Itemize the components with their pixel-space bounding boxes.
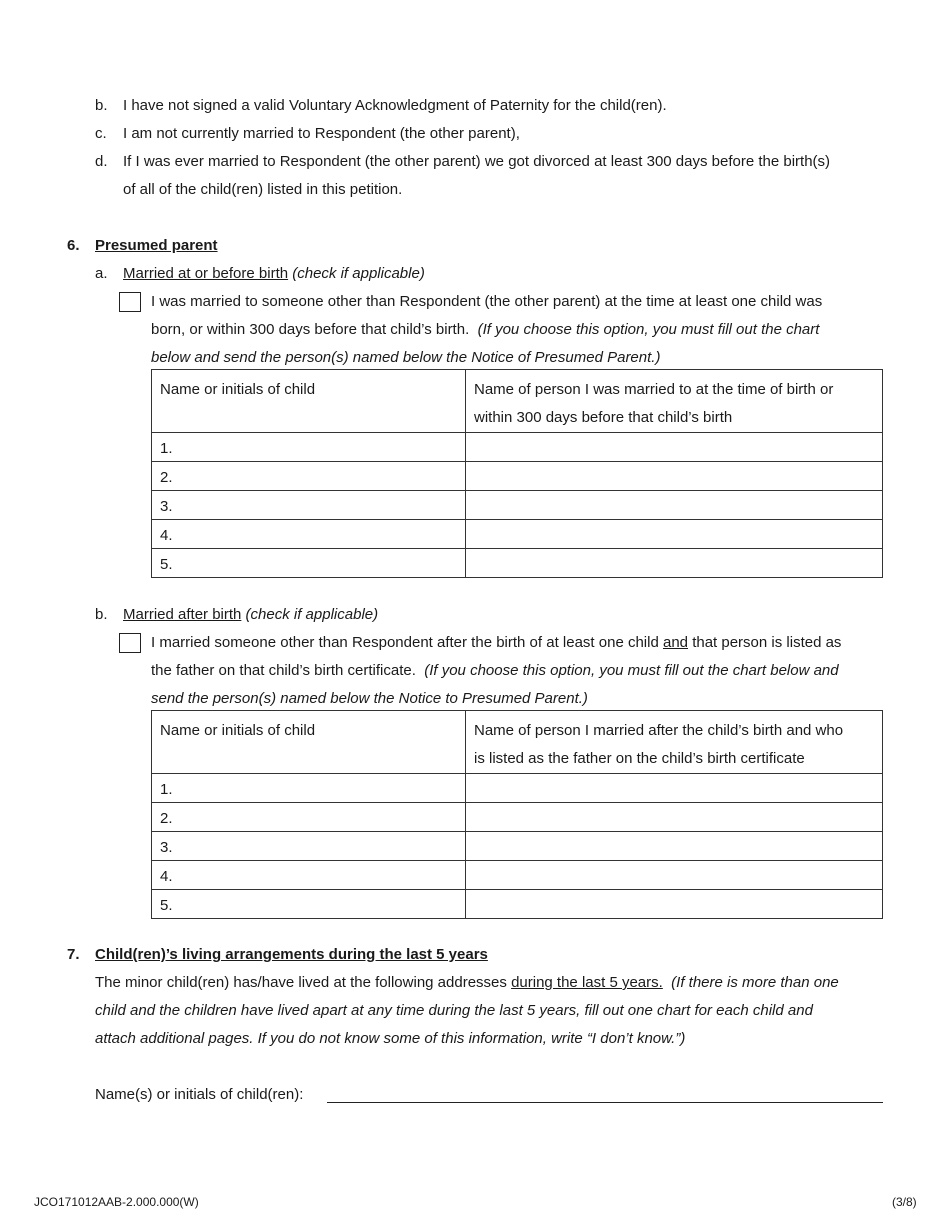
item-6a-marker: a. bbox=[95, 265, 108, 282]
col-child-header: Name or initials of child bbox=[152, 370, 466, 433]
married-before-birth-table bbox=[151, 369, 883, 578]
item-6b-line1-part2: that person is listed as bbox=[692, 634, 842, 651]
spouse-name-cell[interactable] bbox=[466, 462, 883, 491]
item-6b-heading: Married after birth bbox=[123, 606, 242, 623]
item-6b-marker: b. bbox=[95, 606, 108, 623]
spouse-name-cell[interactable] bbox=[466, 433, 883, 462]
col-spouse-header-line1: Name of person I was married to at the time of birth or bbox=[474, 381, 834, 398]
table-row bbox=[152, 832, 883, 861]
page-number: (3/8) bbox=[892, 1195, 917, 1209]
spouse-name-cell[interactable] bbox=[466, 803, 883, 832]
section-7-line1-plain: The minor child(ren) has/have lived at the following addresses bbox=[95, 974, 507, 991]
row-number[interactable]: 1. bbox=[152, 774, 466, 803]
married-before-birth-checkbox[interactable] bbox=[119, 292, 141, 312]
child-names-label: Name(s) or initials of child(ren): bbox=[95, 1086, 304, 1103]
item-6b-line2-plain: the father on that child’s birth certificate. bbox=[151, 662, 416, 679]
row-number[interactable]: 4. bbox=[152, 520, 466, 549]
row-number[interactable]: 5. bbox=[152, 890, 466, 919]
table-row bbox=[152, 491, 883, 520]
col-spouse-header-line2: within 300 days before that child’s birth bbox=[474, 409, 733, 426]
row-number[interactable]: 1. bbox=[152, 433, 466, 462]
col-spouse-header-line2: is listed as the father on the child’s birth certificate bbox=[474, 750, 805, 767]
item-d-text-line1: If I was ever married to Respondent (the other parent) we got divorced at least 300 days before the birth(s) bbox=[123, 153, 831, 170]
section-7-line3: attach additional pages. If you do not know some of this information, write “I don’t know.”) bbox=[95, 1030, 686, 1047]
child-names-input-line[interactable] bbox=[327, 1102, 883, 1103]
section-7-title: Child(ren)’s living arrangements during the last 5 years bbox=[95, 946, 488, 963]
col-spouse-header bbox=[466, 711, 883, 774]
form-code: JCO171012AAB-2.000.000(W) bbox=[34, 1195, 199, 1209]
item-d-text-line2: of all of the child(ren) listed in this petition. bbox=[123, 181, 403, 198]
section-7-line1-italic: (If there is more than one bbox=[671, 974, 839, 991]
item-b-text: I have not signed a valid Voluntary Acknowledgment of Paternity for the child(ren). bbox=[123, 97, 667, 114]
row-number[interactable]: 5. bbox=[152, 549, 466, 578]
item-6b-heading-line bbox=[123, 606, 378, 624]
item-6a-line2 bbox=[151, 321, 819, 339]
item-6b-heading-note: (check if applicable) bbox=[245, 606, 379, 623]
col-child-header: Name or initials of child bbox=[152, 711, 466, 774]
item-6b-line1 bbox=[151, 634, 841, 652]
section-7-line2: child and the children have lived apart at any time during the last 5 years, fill out one chart for each child and bbox=[95, 1002, 813, 1019]
col-spouse-header-line1: Name of person I married after the child’s birth and who bbox=[474, 722, 844, 739]
item-6a-line2-plain: born, or within 300 days before that child’s birth. bbox=[151, 321, 470, 338]
table-row bbox=[152, 890, 883, 919]
table-row bbox=[152, 803, 883, 832]
table-row bbox=[152, 774, 883, 803]
married-after-birth-checkbox[interactable] bbox=[119, 633, 141, 653]
spouse-name-cell[interactable] bbox=[466, 549, 883, 578]
row-number[interactable]: 2. bbox=[152, 462, 466, 491]
table-header-row bbox=[152, 711, 883, 774]
item-6b-line2-italic: (If you choose this option, you must fill out the chart below and bbox=[424, 662, 839, 679]
item-6a-line2-italic: (If you choose this option, you must fill out the chart bbox=[477, 321, 820, 338]
section-6-title: Presumed parent bbox=[95, 237, 218, 254]
table-row bbox=[152, 462, 883, 491]
item-6b-line2 bbox=[151, 662, 839, 680]
row-number[interactable]: 4. bbox=[152, 861, 466, 890]
col-spouse-header bbox=[466, 370, 883, 433]
row-number[interactable]: 3. bbox=[152, 491, 466, 520]
item-6a-line3: below and send the person(s) named below the Notice of Presumed Parent.) bbox=[151, 349, 661, 366]
spouse-name-cell[interactable] bbox=[466, 774, 883, 803]
item-d-marker: d. bbox=[95, 153, 108, 170]
item-6a-line1: I was married to someone other than Respondent (the other parent) at the time at least one child was bbox=[151, 293, 823, 310]
section-7-line1 bbox=[95, 974, 839, 992]
spouse-name-cell[interactable] bbox=[466, 861, 883, 890]
table-row bbox=[152, 549, 883, 578]
married-after-birth-table bbox=[151, 710, 883, 919]
row-number[interactable]: 2. bbox=[152, 803, 466, 832]
item-6b-line3: send the person(s) named below the Notice to Presumed Parent.) bbox=[151, 690, 588, 707]
item-6a-heading-line bbox=[123, 265, 425, 283]
item-6a-heading-note: (check if applicable) bbox=[292, 265, 425, 282]
table-row bbox=[152, 861, 883, 890]
spouse-name-cell[interactable] bbox=[466, 491, 883, 520]
spouse-name-cell[interactable] bbox=[466, 832, 883, 861]
row-number[interactable]: 3. bbox=[152, 832, 466, 861]
item-6b-line1-part1: I married someone other than Respondent after the birth of at least one child bbox=[151, 634, 659, 651]
item-b-marker: b. bbox=[95, 97, 108, 114]
section-6-number: 6. bbox=[67, 237, 80, 254]
table-row bbox=[152, 433, 883, 462]
item-c-marker: c. bbox=[95, 125, 107, 142]
item-6a-heading: Married at or before birth bbox=[123, 265, 289, 282]
spouse-name-cell[interactable] bbox=[466, 890, 883, 919]
spouse-name-cell[interactable] bbox=[466, 520, 883, 549]
table-header-row bbox=[152, 370, 883, 433]
table-row bbox=[152, 520, 883, 549]
section-7-line1-underlined: during the last 5 years. bbox=[511, 974, 663, 991]
section-7-number: 7. bbox=[67, 946, 80, 963]
item-c-text: I am not currently married to Respondent (the other parent), bbox=[123, 125, 520, 142]
item-6b-line1-and: and bbox=[662, 634, 689, 651]
